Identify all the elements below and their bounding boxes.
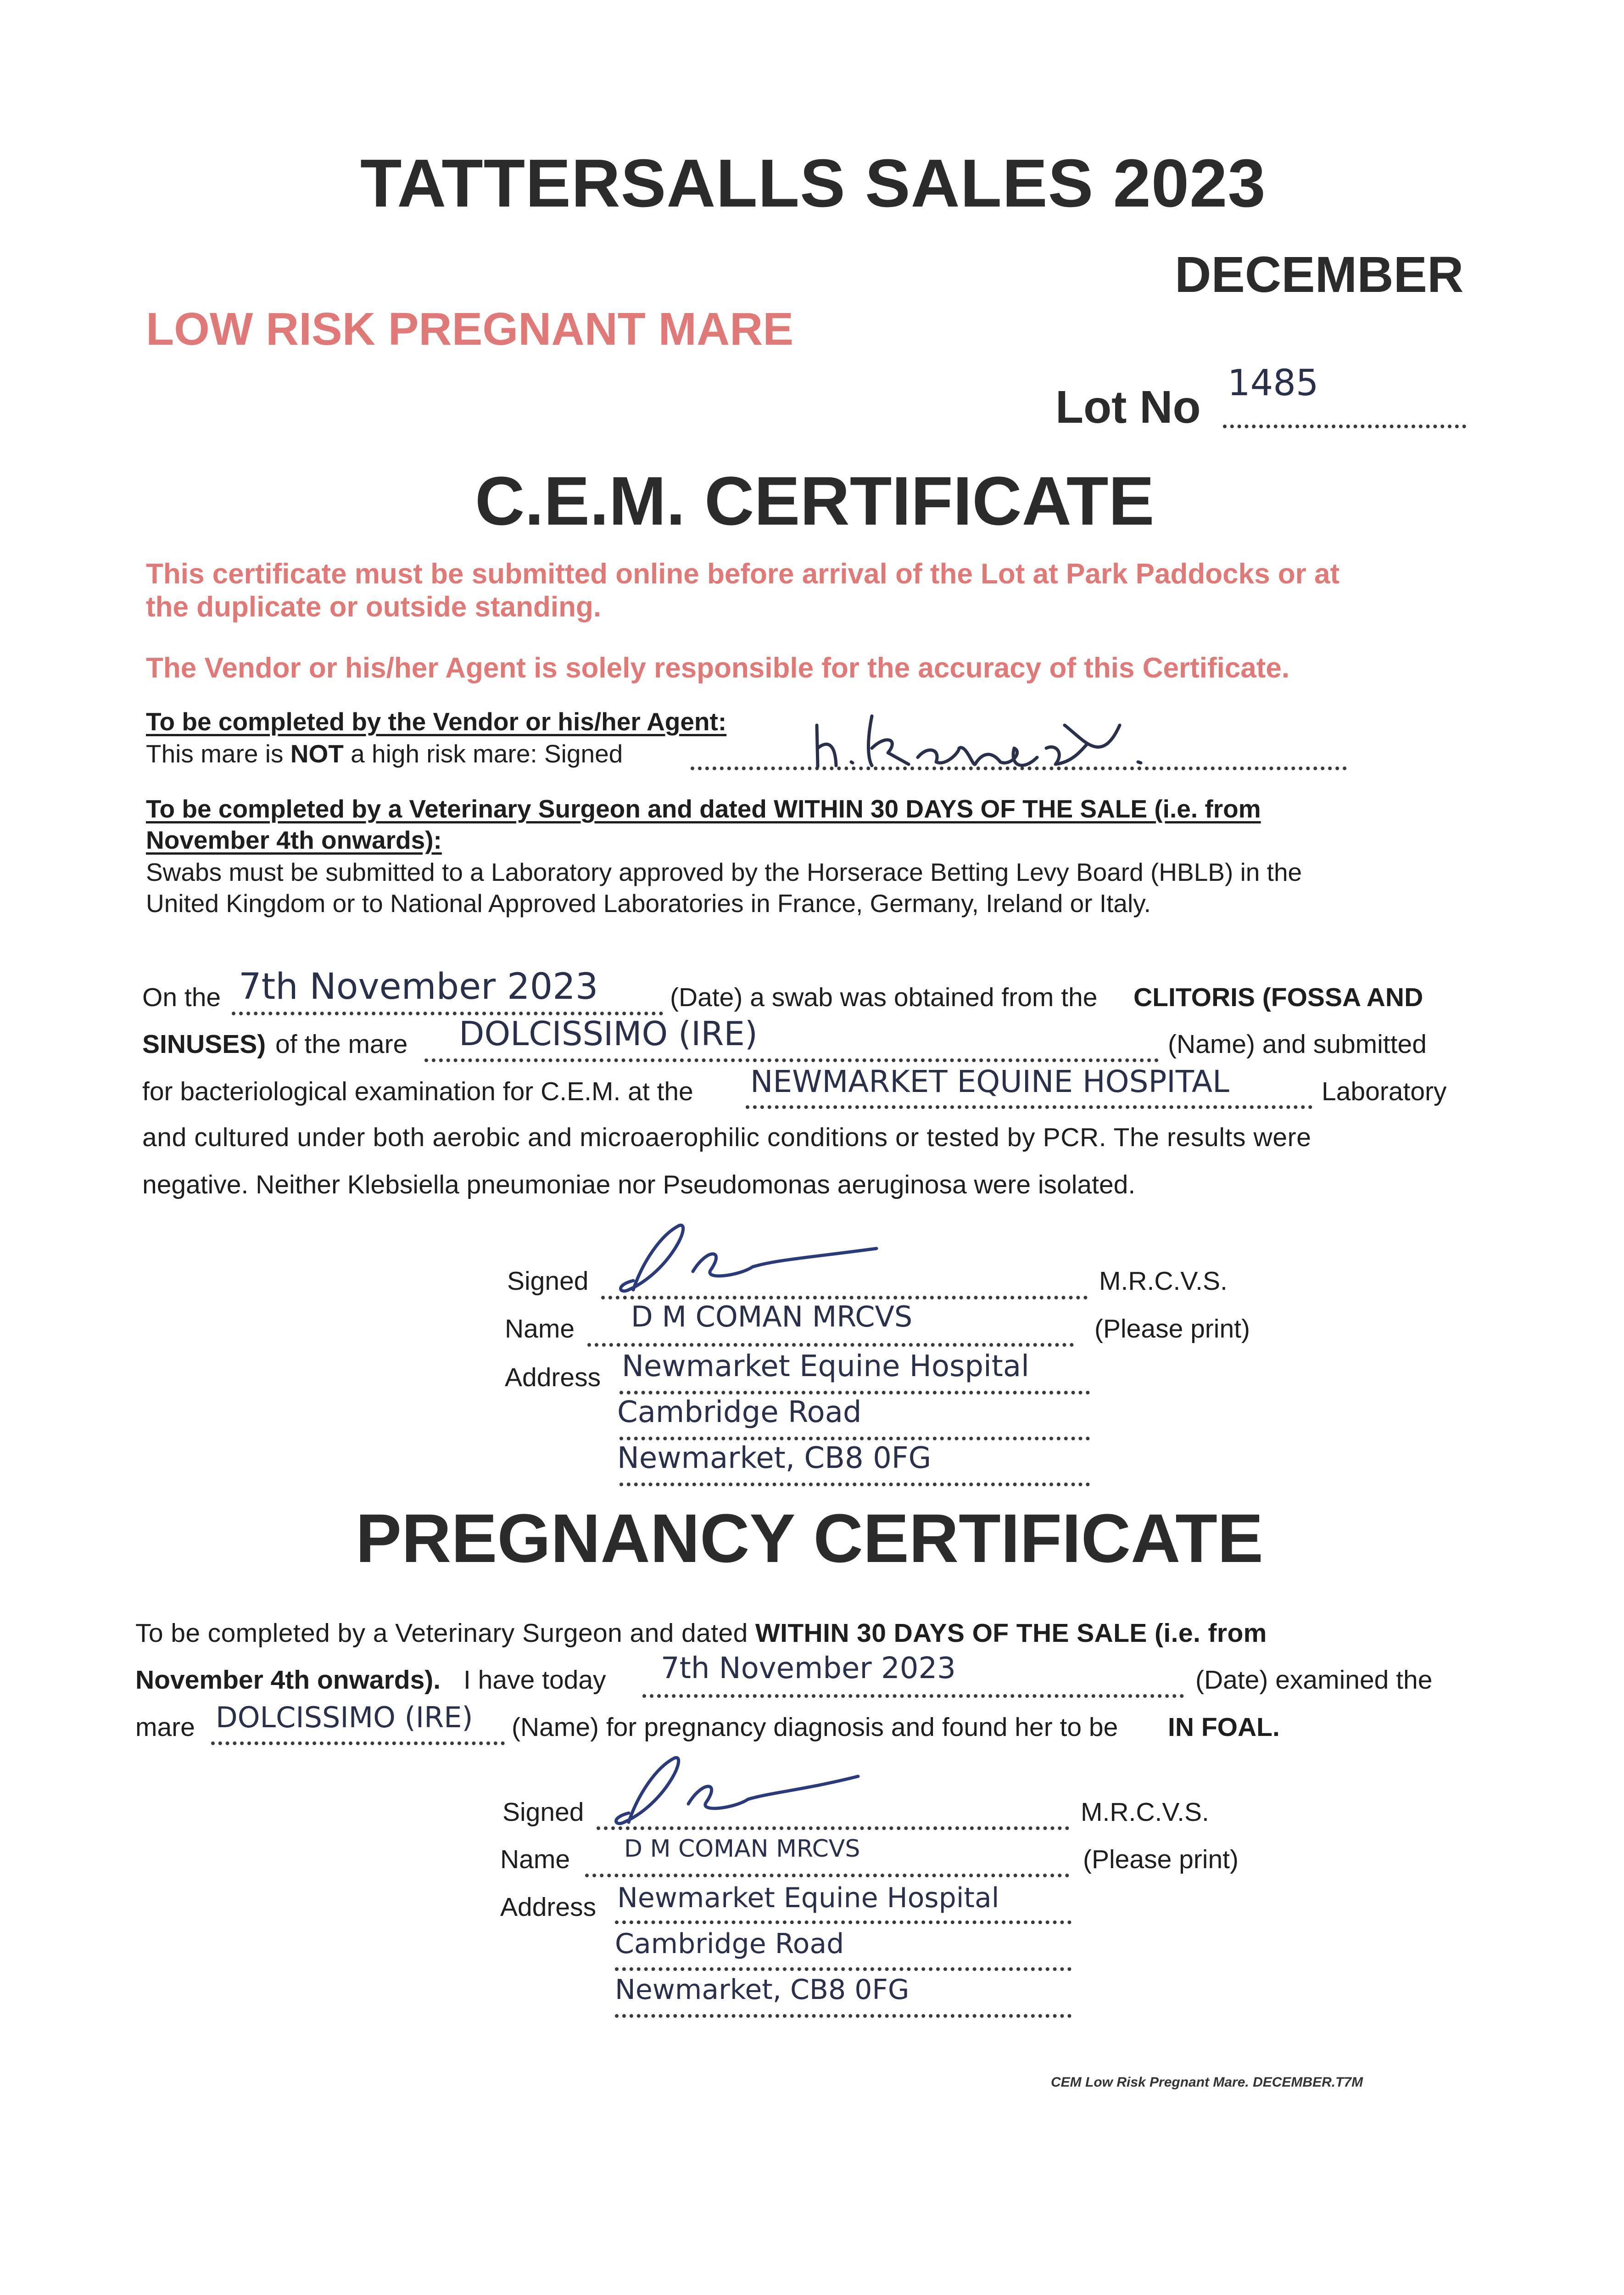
preg-name-line xyxy=(585,1870,1069,1877)
cem-please-print: (Please print) xyxy=(1094,1314,1250,1343)
swab-text-a: Swabs must be submitted to a Laboratory approved by the Horserace Betting Levy Board (HBLB) in the xyxy=(146,858,1302,886)
preg-line-2-bold: November 4th onwards). xyxy=(135,1665,441,1695)
cem-name-label: Name xyxy=(505,1314,575,1343)
cem-mare-name: DOLCISSIMO (IRE) xyxy=(459,1014,758,1053)
cem-address-1: Newmarket Equine Hospital xyxy=(622,1349,1029,1383)
lot-number-line xyxy=(1223,415,1466,428)
cem-address-line-3 xyxy=(619,1479,1090,1486)
preg-mare-label: mare xyxy=(135,1713,195,1742)
vendor-signature xyxy=(808,698,1175,776)
cem-signed-label: Signed xyxy=(507,1266,589,1296)
sale-name: DECEMBER xyxy=(1175,246,1464,303)
preg-line-3-text: (Name) for pregnancy diagnosis and found her to be xyxy=(512,1713,1118,1742)
preg-address-1: Newmarket Equine Hospital xyxy=(617,1882,999,1914)
cem-title: C.E.M. CERTIFICATE xyxy=(475,462,1155,539)
page-title: TATTERSALLS SALES 2023 xyxy=(360,146,1266,221)
cem-name-line xyxy=(587,1339,1074,1347)
laboratory-label: Laboratory xyxy=(1322,1077,1447,1106)
preg-name-label: Name xyxy=(500,1845,570,1874)
preg-please-print: (Please print) xyxy=(1083,1845,1239,1874)
in-foal-bold: IN FOAL. xyxy=(1168,1713,1280,1742)
cem-vet-signature-mark xyxy=(601,1216,913,1299)
preg-address-line-3 xyxy=(615,2010,1072,2018)
of-mare-label: of the mare xyxy=(275,1030,408,1059)
vendor-line-bold: NOT xyxy=(290,739,344,768)
cem-date-value: 7th November 2023 xyxy=(239,966,598,1008)
cem-address-label: Address xyxy=(505,1363,601,1392)
clitoris-bold: CLITORIS (FOSSA AND xyxy=(1133,983,1423,1012)
preg-line-1-text: To be completed by a Veterinary Surgeon and dated xyxy=(135,1618,755,1648)
lab-line xyxy=(746,1102,1312,1109)
preg-address-label: Address xyxy=(500,1892,597,1922)
vendor-line xyxy=(146,739,623,768)
preg-mare-name: DOLCISSIMO (IRE) xyxy=(216,1701,473,1734)
preg-signed-label: Signed xyxy=(502,1797,584,1827)
preg-date-text: (Date) examined the xyxy=(1195,1665,1433,1695)
preg-date-value: 7th November 2023 xyxy=(661,1651,956,1685)
preg-vet-name: D M COMAN MRCVS xyxy=(624,1835,860,1863)
cem-mrcvs-label: M.R.C.V.S. xyxy=(1099,1266,1228,1296)
preg-vet-signature-mark xyxy=(597,1749,909,1831)
preg-mare-line xyxy=(211,1738,505,1745)
preg-mrcvs-label: M.R.C.V.S. xyxy=(1081,1797,1209,1827)
cem-date-text: (Date) a swab was obtained from the xyxy=(670,983,1098,1012)
category-label: LOW RISK PREGNANT MARE xyxy=(146,303,794,355)
cem-notice-1b: the duplicate or outside standing. xyxy=(146,591,602,623)
on-the-label: On the xyxy=(142,983,221,1012)
swab-text-b: United Kingdom or to National Approved Laboratories in France, Germany, Ireland or Italy. xyxy=(146,889,1151,918)
cem-notice-1a: This certificate must be submitted online before arrival of the Lot at Park Paddocks or at xyxy=(146,558,1340,590)
preg-address-3: Newmarket, CB8 0FG xyxy=(615,1974,910,2006)
lab-name: NEWMARKET EQUINE HOSPITAL xyxy=(750,1064,1229,1099)
vendor-line-pre: This mare is xyxy=(146,739,290,768)
bact-text: for bacteriological examination for C.E.M. at the xyxy=(142,1077,693,1106)
cem-address-line-2 xyxy=(619,1433,1090,1440)
preg-address-2: Cambridge Road xyxy=(615,1928,844,1960)
lot-number: 1485 xyxy=(1228,363,1319,404)
vet-heading-b: November 4th onwards): xyxy=(146,826,442,854)
preg-address-line-2 xyxy=(615,1964,1072,1971)
cem-vet-signature xyxy=(601,1216,913,1299)
preg-address-line-1 xyxy=(615,1917,1072,1924)
vet-heading-a: To be completed by a Veterinary Surgeon and dated WITHIN 30 DAYS OF THE SALE (i.e. from xyxy=(146,795,1261,823)
name-submitted-text: (Name) and submitted xyxy=(1168,1030,1427,1059)
cultured-text: and cultured under both aerobic and microaerophilic conditions or tested by PCR. The results were xyxy=(142,1123,1311,1152)
preg-line-1 xyxy=(135,1618,1267,1648)
vendor-heading: To be completed by the Vendor or his/her Agent: xyxy=(146,707,727,736)
preg-date-line xyxy=(642,1690,1184,1698)
preg-vet-signature xyxy=(597,1749,909,1831)
cem-vet-name: D M COMAN MRCVS xyxy=(631,1300,913,1333)
preg-line-2-text: I have today xyxy=(463,1665,606,1695)
lot-label: Lot No xyxy=(1055,381,1201,433)
cem-mare-line xyxy=(424,1055,1159,1062)
preg-line-1-bold: WITHIN 30 DAYS OF THE SALE (i.e. from xyxy=(755,1618,1267,1648)
cem-notice-2: The Vendor or his/her Agent is solely responsible for the accuracy of this Certificate. xyxy=(146,652,1290,684)
cem-address-2: Cambridge Road xyxy=(617,1395,862,1429)
vendor-line-post: a high risk mare: Signed xyxy=(343,739,623,768)
cem-address-line-1 xyxy=(619,1387,1090,1394)
negative-text: negative. Neither Klebsiella pneumoniae nor Pseudomonas aeruginosa were isolated. xyxy=(142,1170,1136,1199)
sinuses-bold: SINUSES) xyxy=(142,1030,266,1059)
pregnancy-title: PREGNANCY CERTIFICATE xyxy=(356,1500,1263,1577)
form-reference: CEM Low Risk Pregnant Mare. DECEMBER.T7M xyxy=(1051,2075,1363,2090)
cem-address-3: Newmarket, CB8 0FG xyxy=(617,1441,932,1475)
vendor-signature-mark xyxy=(808,698,1175,776)
